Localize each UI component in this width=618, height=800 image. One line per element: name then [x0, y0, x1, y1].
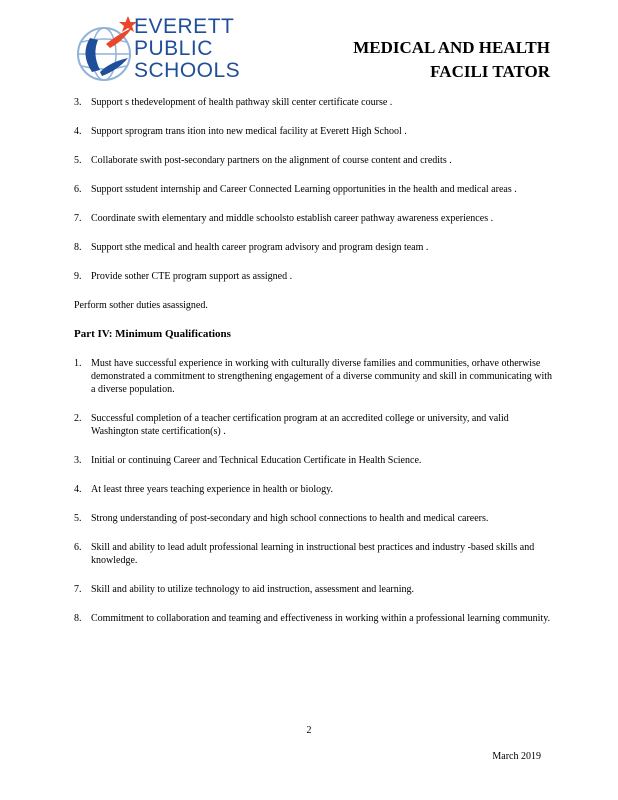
- list-item: 6. Support sstudent internship and Career Connected Learning opportunities in the health and medical areas .: [74, 184, 517, 195]
- globe-star-icon: [72, 14, 136, 86]
- duties-list: [74, 96, 554, 283]
- section-heading: Part IV: Minimum Qualifications: [74, 328, 231, 340]
- list-item: 3. Initial or continuing Career and Technical Education Certificate in Health Science.: [74, 455, 422, 466]
- title-line-2: FACILI TATOR: [430, 62, 550, 81]
- logo-text-public: PUBLIC: [134, 37, 213, 60]
- page-number: 2: [306, 725, 312, 736]
- list-item: 3. Support s thedevelopment of health pathway skill center certificate course .: [74, 97, 393, 108]
- other-duties-text: Perform sother duties asassigned.: [74, 300, 208, 311]
- qualifications-list: [74, 357, 554, 625]
- list-item: 4. Support sprogram trans ition into new medical facility at Everett High School .: [74, 126, 407, 137]
- logo-text-everett: EVERETT: [134, 15, 235, 38]
- list-item: 9. Provide sother CTE program support as assigned .: [74, 271, 293, 282]
- list-item: 7. Skill and ability to utilize technology to aid instruction, assessment and learning.: [74, 584, 414, 595]
- title-line-1: MEDICAL AND HEALTH: [353, 38, 550, 57]
- list-item: 5. Collaborate swith post-secondary partners on the alignment of course content and credits .: [74, 155, 452, 166]
- page-header: [0, 0, 618, 95]
- list-item: 5. Strong understanding of post-secondary and high school connections to health and medical careers.: [74, 513, 489, 524]
- logo-text-schools: SCHOOLS: [134, 59, 241, 82]
- everett-public-schools-logo: [72, 14, 242, 86]
- list-item: 8. Support sthe medical and health career program advisory and program design team .: [74, 242, 429, 253]
- list-item: 8. Commitment to collaboration and teaming and effectiveness in working within a professional learning community.: [74, 613, 551, 624]
- document-date: March 2019: [492, 751, 541, 762]
- list-item: 2. Successful completion of a teacher certification program at an accredited college or university, and valid Washington state certification(s) .: [74, 413, 509, 437]
- list-item: 7. Coordinate swith elementary and middle schoolsto establish career pathway awareness experiences .: [74, 213, 494, 224]
- list-item: 6. Skill and ability to lead adult professional learning in instructional best practices and industry -based skills and knowledge.: [74, 542, 535, 566]
- list-item: 4. At least three years teaching experience in health or biology.: [74, 484, 334, 495]
- list-item: 1. Must have successful experience in working with culturally diverse families and communities, orhave otherwise demonstrated a commitment to strengthening engagement of a diverse community and skill in communicating with a diverse population.: [74, 358, 553, 395]
- document-body: [74, 96, 554, 641]
- document-title: [353, 36, 550, 84]
